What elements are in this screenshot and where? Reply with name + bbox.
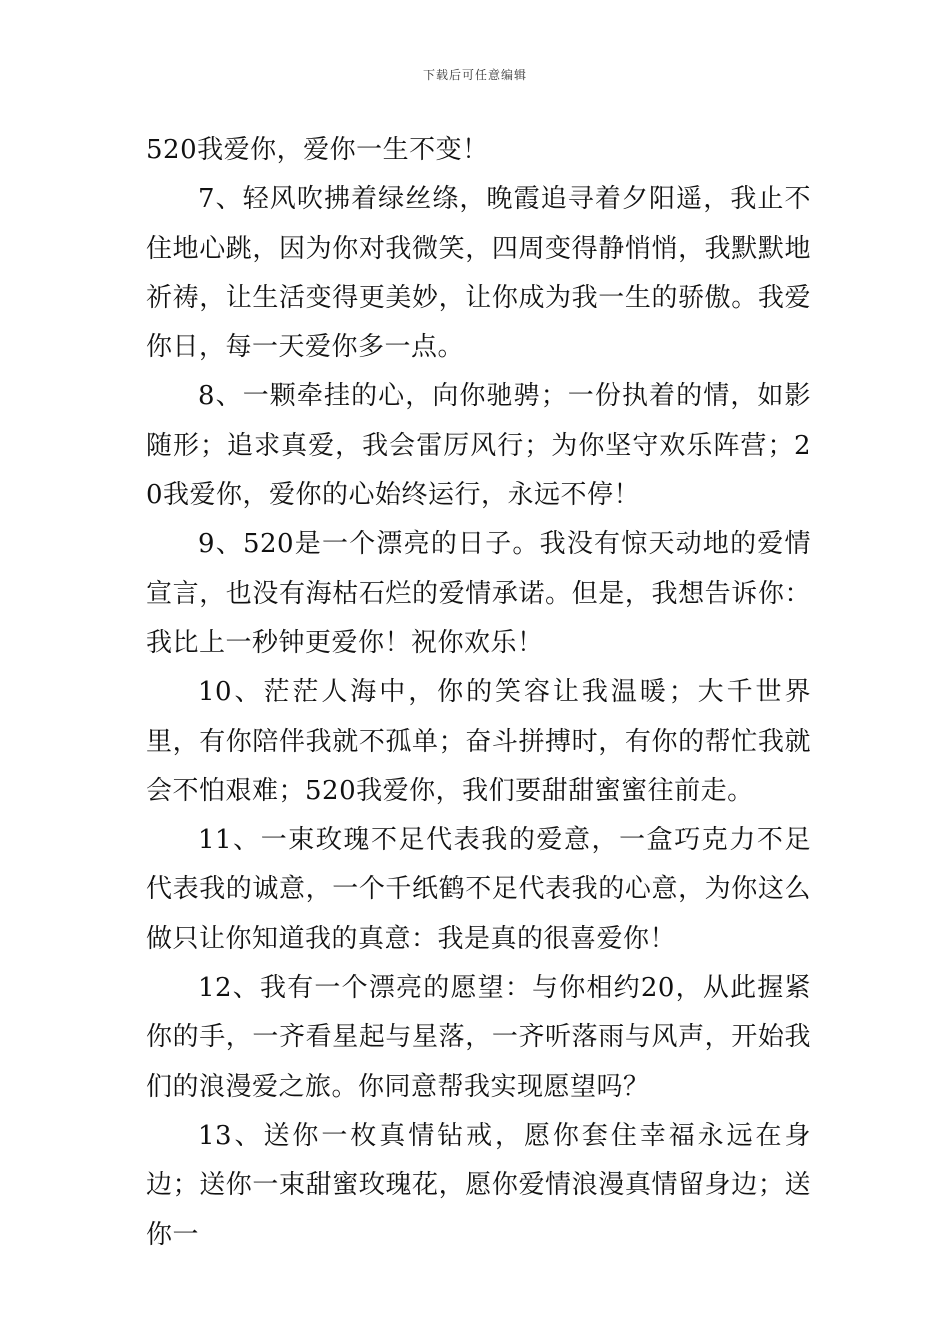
paragraph-item-10: 10、茫茫人海中，你的笑容让我温暖；大千世界里，有你陪伴我就不孤单；奋斗拼搏时，有你的帮忙我就会不怕艰难；520我爱你，我们要甜甜蜜蜜往前走。 [146,677,811,806]
paragraph-item-9: 9、520是一个漂亮的日子。我没有惊天动地的爱情宣言，也没有海枯石烂的爱情承诺。但是，我想告诉你：我比上一秒钟更爱你！祝你欢乐！ [146,529,811,658]
paragraph-item-12: 12、我有一个漂亮的愿望：与你相约20，从此握紧你的手，一齐看星起与星落，一齐听落雨与风声，开始我们的浪漫爱之旅。你同意帮我实现愿望吗？ [146,973,811,1102]
document-body [146,126,811,1260]
page-header: 下载后可任意编辑 [422,68,527,82]
paragraph-item-11: 11、一束玫瑰不足代表我的爱意，一盒巧克力不足代表我的诚意，一个千纸鹤不足代表我的心意，为你这么做只让你知道我的真意：我是真的很喜爱你！ [146,825,811,954]
paragraph-item-7: 7、轻风吹拂着绿丝绦，晚霞追寻着夕阳遥，我止不住地心跳，因为你对我微笑，四周变得静悄悄，我默默地祈祷，让生活变得更美妙，让你成为我一生的骄傲。我爱你日，每一天爱你多一点。 [146,184,811,363]
paragraph-continuation: 520我爱你，爱你一生不变！ [146,135,489,165]
paragraph-item-13: 13、送你一枚真情钻戒，愿你套住幸福永远在身边；送你一束甜蜜玫瑰花，愿你爱情浪漫真情留身边；送你一 [146,1120,811,1250]
paragraph-item-8: 8、一颗牵挂的心，向你驰骋；一份执着的情，如影随形；追求真爱，我会雷厉风行；为你坚守欢乐阵营；20我爱你，爱你的心始终运行，永远不停！ [146,381,811,511]
